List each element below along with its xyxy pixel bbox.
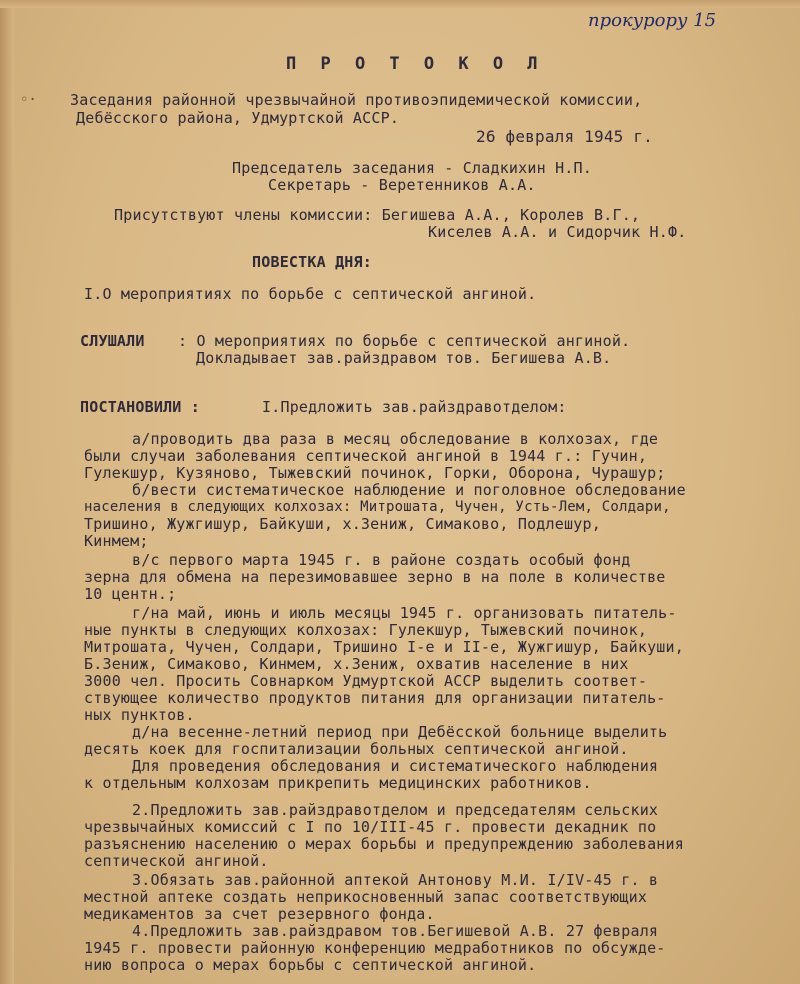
body-line: местной аптеке создать неприкосновенный запас соответствующих [84,888,648,906]
handwritten-note: прокурору 15 [588,10,717,31]
document-title: П Р О Т О К О Л [286,54,545,74]
body-line: а/проводить два раза в месяц обследование в колхозах, где [132,430,659,448]
header-line-2: Дебёсского района, Удмуртской АССР. [76,109,400,127]
body-line: к отдельным колхозам прикрепить медицинских работников. [84,774,592,792]
decided-label: ПОСТАНОВИЛИ : [80,398,200,416]
header-line-1: Заседания районной чрезвычайной противоэпидемической комиссии, [70,91,643,109]
body-line: септической ангиной. [84,852,269,870]
body-line: д/на весенне-летний период при Дебёсской больнице выделить [132,723,668,741]
margin-mark: ◦· [20,92,37,108]
body-line: Гулекшур, Кузяново, Тыжевский починок, Горки, Оборона, Чурашур; [84,464,666,482]
agenda-item: I.О мероприятиях по борьбе с септической ангиной. [84,285,537,303]
body-line: чрезвычайных комиссий с I по 10/III-45 г. провести декадник по [84,818,657,836]
heard-label: СЛУШАЛИ [80,332,145,350]
body-line: б/вести систематическое наблюдение и поголовное обследование [132,481,686,499]
body-line: нию вопроса о мерах борьбы с септической ангиной. [84,956,537,974]
heard-line-1: : О мероприятиях по борьбе с септической ангиной. [178,332,631,350]
agenda-heading: ПОВЕСТКА ДНЯ: [252,253,372,271]
heard-line-2: Докладывает зав.райздравом тов. Бегишева А.В. [196,349,612,367]
body-line: 10 центн.; [84,585,177,603]
page-edge-shadow [0,0,14,984]
body-line: Кинмем; [84,532,149,550]
body-line: Для проведения обследования и систематического наблюдения [132,757,659,775]
body-line: ствующее количество продуктов питания для организации питатель- [84,689,666,707]
body-line: 2.Предложить зав.райздравотделом и председателям сельских [132,801,659,819]
body-line: населения в следующих колхозах: Митрошата, Чучен, Усть-Лем, Солдари, [84,499,671,515]
body-line: Б.Зениж, Симаково, Кинмем, х.Зениж, охватив население в них [84,655,629,673]
body-line: ных пунктов. [84,706,195,724]
secretary-line: Секретарь - Веретенников А.А. [268,176,536,194]
present-line-1: Присутствуют члены комиссии: Бегишева А.А., Королев В.Г., [114,206,641,224]
body-line: 4.Предложить зав.райздравом тов.Бегишевой А.В. 27 февраля [132,922,659,940]
body-line: 3000 чел. Просить Совнарком Удмуртской АССР выделить соответ- [84,672,648,690]
body-line: Митрошата, Чучен, Солдари, Тришино I-е и II-е, Жужгишур, Байкуши, [84,638,684,656]
body-line: 1945 г. провести районную конференцию медработников по обсужде- [84,939,666,957]
body-line: разъяснению населению о мерах борьбы и предупреждению заболевания [84,835,684,853]
body-line: были случаи заболевания септической ангиной в 1944 г.: Гучин, [84,447,648,465]
body-line: десять коек для госпитализации больных септической ангиной. [84,740,629,758]
document-date: 26 февраля 1945 г. [476,127,653,146]
body-line: медикаментов за счет резервного фонда. [84,905,435,923]
body-line: зерна для обмена на перезимовавшее зерно в на поле в количестве [84,568,666,586]
body-line: 3.Обязать зав.районной аптекой Антонову М.И. I/IV-45 г. в [132,871,659,889]
chair-line: Председатель заседания - Сладкихин Н.П. [232,159,592,177]
body-line: г/на май, июнь и июль месяцы 1945 г. организовать питатель- [132,604,677,622]
body-line: ные пункты в следующих колхозах: Гулекшур, Тыжевский починок, [84,621,648,639]
body-line: Тришино, Жужгишур, Байкуши, х.Зениж, Симаково, Подлешур, [84,515,601,533]
decided-intro: I.Предложить зав.райздравотделом: [262,398,567,416]
page-top-edge [0,0,800,8]
present-line-2: Киселев А.А. и Сидорчик Н.Ф. [428,223,687,241]
body-line: в/с первого марта 1945 г. в районе создать особый фонд [132,551,631,569]
